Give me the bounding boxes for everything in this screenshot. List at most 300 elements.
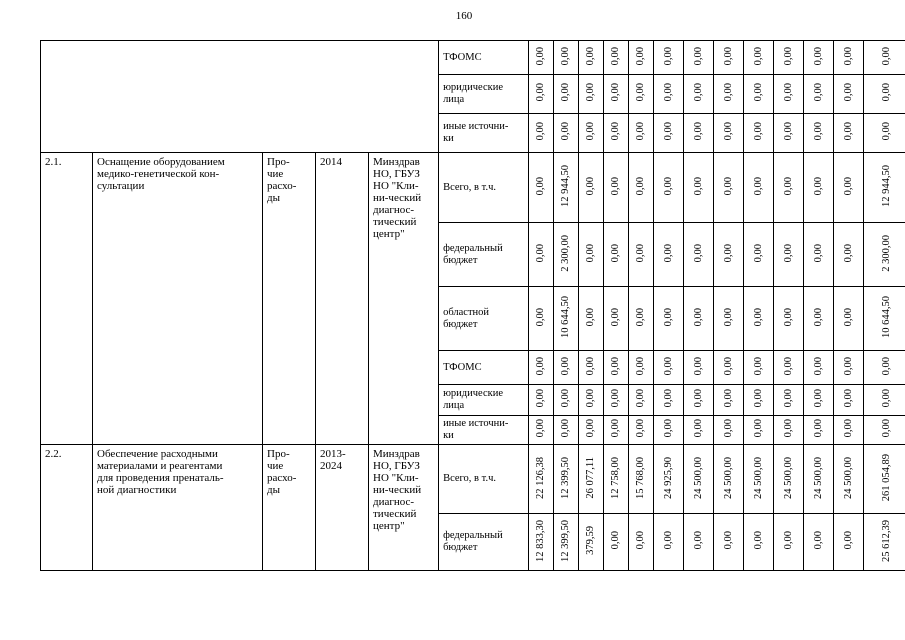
amount-value-cell [579,153,604,223]
amount-value-cell [684,153,714,223]
amount-value: 0,00 [635,46,647,66]
amount-value-cell [604,41,629,75]
amount-value-cell [744,75,774,114]
amount-value-cell [654,41,684,75]
amount-value-cell [804,351,834,385]
amount-value-cell [554,351,579,385]
amount-value-cell [579,41,604,75]
amount-value-cell [804,514,834,571]
amount-value: 0,00 [812,46,824,66]
expense-category: Про- чие расхо- ды [263,445,316,571]
section-executor: Минздрав НО, ГБУЗ НО "Кли- ни-ческий диагнос- тический центр" [369,153,439,445]
amount-value-cell [864,351,905,385]
amount-value: 0,00 [722,243,734,263]
amount-value: 0,00 [610,356,622,376]
amount-value: 0,00 [692,83,704,102]
amount-value: 0,00 [812,356,824,376]
amount-value: 0,00 [610,307,622,327]
amount-value-cell [554,445,579,514]
amount-value: 0,00 [560,419,572,438]
funding-source: юридические лица [439,385,529,416]
amount-value: 0,00 [722,176,734,196]
amount-value-cell [554,385,579,416]
amount-value-cell [629,41,654,75]
section-years: 2014 [316,153,369,445]
amount-value: 24 500,00 [692,456,704,499]
amount-value: 0,00 [560,83,572,102]
amount-value: 0,00 [635,176,647,196]
amount-value-cell [579,223,604,287]
amount-value-cell [744,514,774,571]
amount-value-cell [554,514,579,571]
amount-value: 0,00 [535,83,547,102]
amount-value: 0,00 [535,122,547,141]
amount-value: 0,00 [585,243,597,263]
amount-value: 15 768,00 [635,456,647,499]
amount-value-cell [744,41,774,75]
amount-value: 0,00 [662,307,674,327]
amount-value-cell [529,114,554,153]
amount-value-cell [629,514,654,571]
amount-value-cell [529,385,554,416]
amount-value: 12 758,00 [610,456,622,499]
amount-value: 0,00 [662,243,674,263]
amount-value: 12 399,50 [560,456,572,499]
amount-value: 0,00 [812,389,824,408]
amount-value-cell [554,75,579,114]
amount-value-cell [604,287,629,351]
amount-value-cell [579,75,604,114]
amount-value-cell [864,514,905,571]
amount-value-cell [554,416,579,445]
amount-value-cell [834,41,864,75]
amount-value: 0,00 [635,356,647,376]
continued-blank-cell [41,41,439,153]
amount-value: 0,00 [842,176,854,196]
funding-source: федеральный бюджет [439,514,529,571]
amount-value-cell [744,287,774,351]
amount-value-cell [604,445,629,514]
amount-value-cell [604,114,629,153]
amount-value-cell [774,514,804,571]
amount-value: 24 500,00 [812,456,824,499]
amount-value: 0,00 [585,176,597,196]
amount-value-cell [629,351,654,385]
amount-value-cell [579,351,604,385]
amount-value-cell [654,75,684,114]
amount-value: 10 644,50 [881,296,893,338]
amount-value: 0,00 [585,307,597,327]
amount-value-cell [714,153,744,223]
amount-value: 0,00 [610,122,622,141]
amount-value-cell [774,416,804,445]
amount-value-cell [834,223,864,287]
amount-value: 0,00 [752,243,764,263]
amount-value-cell [744,351,774,385]
amount-value: 0,00 [752,122,764,141]
amount-value: 0,00 [692,122,704,141]
amount-value-cell [529,351,554,385]
amount-value-cell [529,41,554,75]
amount-value-cell [629,114,654,153]
amount-value: 0,00 [692,307,704,327]
amount-value: 0,00 [662,356,674,376]
amount-value: 0,00 [881,122,893,141]
amount-value: 261 054,89 [881,453,893,502]
amount-value-cell [579,114,604,153]
amount-value-cell [529,75,554,114]
amount-value: 0,00 [662,531,674,550]
section-years: 2013- 2024 [316,445,369,571]
funding-source: Всего, в т.ч. [439,153,529,223]
amount-value: 0,00 [535,46,547,66]
funding-source: ТФОМС [439,351,529,385]
funding-source: иные источни- ки [439,114,529,153]
amount-value-cell [604,153,629,223]
amount-value: 12 944,50 [560,165,572,207]
amount-value: 0,00 [610,46,622,66]
amount-value-cell [804,75,834,114]
amount-value-cell [654,514,684,571]
amount-value: 25 612,39 [881,519,893,562]
funding-source: Всего, в т.ч. [439,445,529,514]
amount-value-cell [834,385,864,416]
amount-value: 0,00 [635,83,647,102]
amount-value-cell [714,114,744,153]
amount-value: 0,00 [842,122,854,141]
amount-value: 0,00 [782,176,794,196]
amount-value: 0,00 [722,419,734,438]
section-name: Оснащение оборудованием медико-генетической кон- сультации [93,153,263,445]
amount-value: 0,00 [782,83,794,102]
section-number: 2.1. [41,153,93,445]
amount-value-cell [864,153,905,223]
amount-value-cell [554,153,579,223]
amount-value: 0,00 [752,419,764,438]
amount-value-cell [774,114,804,153]
amount-value: 0,00 [535,356,547,376]
amount-value-cell [654,287,684,351]
amount-value: 0,00 [535,243,547,263]
amount-value: 0,00 [662,389,674,408]
amount-value-cell [554,41,579,75]
amount-value: 0,00 [881,83,893,102]
amount-value-cell [834,351,864,385]
amount-value-cell [714,514,744,571]
amount-value-cell [774,385,804,416]
amount-value-cell [864,416,905,445]
amount-value: 0,00 [842,419,854,438]
amount-value-cell [529,287,554,351]
amount-value-cell [774,223,804,287]
funding-source: областной бюджет [439,287,529,351]
amount-value-cell [744,223,774,287]
table-row [41,445,905,514]
amount-value: 0,00 [722,307,734,327]
expense-category: Про- чие расхо- ды [263,153,316,445]
amount-value: 26 077,11 [585,456,597,499]
amount-value: 0,00 [610,419,622,438]
amount-value: 0,00 [812,122,824,141]
amount-value: 0,00 [812,419,824,438]
amount-value-cell [629,385,654,416]
amount-value: 0,00 [842,46,854,66]
amount-value-cell [864,41,905,75]
amount-value-cell [714,416,744,445]
amount-value-cell [579,416,604,445]
amount-value-cell [684,445,714,514]
amount-value: 12 833,30 [535,519,547,562]
amount-value: 0,00 [610,243,622,263]
amount-value: 0,00 [752,531,764,550]
amount-value-cell [834,514,864,571]
amount-value: 0,00 [842,83,854,102]
amount-value-cell [744,153,774,223]
amount-value: 0,00 [881,419,893,438]
amount-value: 0,00 [662,419,674,438]
amount-value-cell [604,416,629,445]
amount-value: 0,00 [662,122,674,141]
amount-value: 0,00 [782,389,794,408]
amount-value-cell [529,514,554,571]
amount-value-cell [804,416,834,445]
amount-value: 0,00 [812,531,824,550]
amount-value-cell [684,385,714,416]
amount-value-cell [579,445,604,514]
amount-value: 0,00 [782,531,794,550]
amount-value-cell [654,445,684,514]
amount-value-cell [714,445,744,514]
amount-value: 2 300,00 [881,234,893,272]
amount-value-cell [774,153,804,223]
amount-value-cell [744,114,774,153]
funding-source: федеральный бюджет [439,223,529,287]
amount-value-cell [629,416,654,445]
amount-value-cell [774,41,804,75]
amount-value: 0,00 [585,46,597,66]
amount-value-cell [654,385,684,416]
amount-value: 0,00 [752,307,764,327]
amount-value: 24 500,00 [752,456,764,499]
amount-value-cell [529,153,554,223]
amount-value-cell [834,416,864,445]
amount-value: 0,00 [782,46,794,66]
amount-value-cell [714,351,744,385]
amount-value-cell [804,223,834,287]
amount-value: 0,00 [782,122,794,141]
amount-value-cell [579,385,604,416]
amount-value-cell [654,223,684,287]
amount-value-cell [864,114,905,153]
amount-value: 0,00 [560,46,572,66]
amount-value-cell [804,41,834,75]
amount-value: 0,00 [842,389,854,408]
amount-value: 0,00 [585,122,597,141]
amount-value-cell [774,287,804,351]
amount-value-cell [744,416,774,445]
amount-value: 0,00 [635,243,647,263]
amount-value: 0,00 [535,307,547,327]
amount-value-cell [804,114,834,153]
amount-value: 0,00 [722,83,734,102]
amount-value: 0,00 [635,419,647,438]
amount-value: 24 925,90 [662,456,674,499]
amount-value: 0,00 [585,356,597,376]
amount-value: 24 500,00 [722,456,734,499]
amount-value: 0,00 [881,389,893,408]
amount-value: 0,00 [692,356,704,376]
amount-value-cell [654,153,684,223]
amount-value-cell [579,514,604,571]
table-row [41,153,905,223]
amount-value-cell [529,416,554,445]
amount-value: 2 300,00 [560,234,572,272]
amount-value-cell [714,385,744,416]
amount-value-cell [604,514,629,571]
amount-value-cell [684,223,714,287]
amount-value-cell [529,445,554,514]
amount-value-cell [864,75,905,114]
amount-value-cell [684,75,714,114]
amount-value: 0,00 [752,356,764,376]
amount-value: 0,00 [662,46,674,66]
amount-value-cell [684,41,714,75]
amount-value-cell [684,351,714,385]
amount-value: 0,00 [722,389,734,408]
section-number: 2.2. [41,445,93,571]
amount-value: 0,00 [692,389,704,408]
amount-value-cell [629,75,654,114]
amount-value-cell [629,223,654,287]
budget-table [40,40,905,571]
amount-value: 0,00 [585,83,597,102]
amount-value: 0,00 [782,419,794,438]
amount-value: 24 500,00 [842,456,854,499]
amount-value-cell [834,153,864,223]
amount-value-cell [629,153,654,223]
amount-value-cell [714,287,744,351]
amount-value-cell [864,445,905,514]
amount-value: 22 126,38 [535,456,547,499]
amount-value: 0,00 [692,176,704,196]
amount-value-cell [804,445,834,514]
amount-value-cell [804,287,834,351]
amount-value-cell [834,287,864,351]
amount-value: 0,00 [722,531,734,550]
amount-value-cell [654,351,684,385]
amount-value: 0,00 [881,356,893,376]
amount-value-cell [684,114,714,153]
page-number: 160 [455,10,473,22]
amount-value: 0,00 [842,356,854,376]
amount-value: 0,00 [610,389,622,408]
amount-value: 0,00 [692,419,704,438]
amount-value: 0,00 [692,243,704,263]
amount-value: 0,00 [610,531,622,550]
amount-value: 0,00 [635,122,647,141]
amount-value: 0,00 [535,389,547,408]
amount-value-cell [684,287,714,351]
amount-value-cell [604,75,629,114]
amount-value: 0,00 [610,176,622,196]
section-name: Обеспечение расходными материалами и реагентами для проведения пренаталь- ной диагностики [93,445,263,571]
amount-value-cell [864,287,905,351]
amount-value-cell [604,223,629,287]
amount-value: 0,00 [752,46,764,66]
amount-value: 0,00 [662,83,674,102]
amount-value-cell [654,114,684,153]
amount-value: 0,00 [722,356,734,376]
amount-value: 0,00 [812,83,824,102]
amount-value: 0,00 [842,243,854,263]
amount-value-cell [629,445,654,514]
amount-value-cell [684,416,714,445]
amount-value: 0,00 [635,389,647,408]
amount-value-cell [774,75,804,114]
table-row [41,41,905,75]
section-executor: Минздрав НО, ГБУЗ НО "Кли- ни-ческий диагнос- тический центр" [369,445,439,571]
amount-value-cell [529,223,554,287]
amount-value-cell [554,114,579,153]
amount-value: 379,59 [585,526,597,555]
amount-value-cell [834,75,864,114]
amount-value: 0,00 [560,356,572,376]
amount-value: 0,00 [782,307,794,327]
amount-value-cell [629,287,654,351]
amount-value: 0,00 [782,356,794,376]
amount-value: 24 500,00 [782,456,794,499]
amount-value-cell [744,385,774,416]
amount-value: 0,00 [560,389,572,408]
amount-value: 0,00 [662,176,674,196]
amount-value: 12 944,50 [881,165,893,207]
amount-value-cell [774,445,804,514]
amount-value: 0,00 [782,243,794,263]
amount-value: 0,00 [535,419,547,438]
amount-value: 0,00 [635,307,647,327]
amount-value-cell [804,385,834,416]
amount-value: 0,00 [752,83,764,102]
amount-value: 0,00 [692,531,704,550]
amount-value-cell [834,445,864,514]
amount-value-cell [684,514,714,571]
amount-value-cell [654,416,684,445]
amount-value: 0,00 [722,46,734,66]
amount-value-cell [579,287,604,351]
amount-value: 0,00 [842,531,854,550]
amount-value: 0,00 [560,122,572,141]
amount-value-cell [864,223,905,287]
funding-source: иные источни- ки [439,416,529,445]
amount-value-cell [554,223,579,287]
amount-value: 0,00 [881,46,893,66]
amount-value-cell [714,75,744,114]
amount-value: 0,00 [722,122,734,141]
amount-value: 0,00 [812,243,824,263]
amount-value: 0,00 [752,176,764,196]
amount-value-cell [714,223,744,287]
amount-value-cell [604,385,629,416]
amount-value: 0,00 [635,531,647,550]
amount-value-cell [804,153,834,223]
funding-source: ТФОМС [439,41,529,75]
amount-value-cell [864,385,905,416]
amount-value-cell [834,114,864,153]
funding-source: юридические лица [439,75,529,114]
amount-value: 0,00 [585,419,597,438]
amount-value: 0,00 [812,307,824,327]
amount-value-cell [714,41,744,75]
